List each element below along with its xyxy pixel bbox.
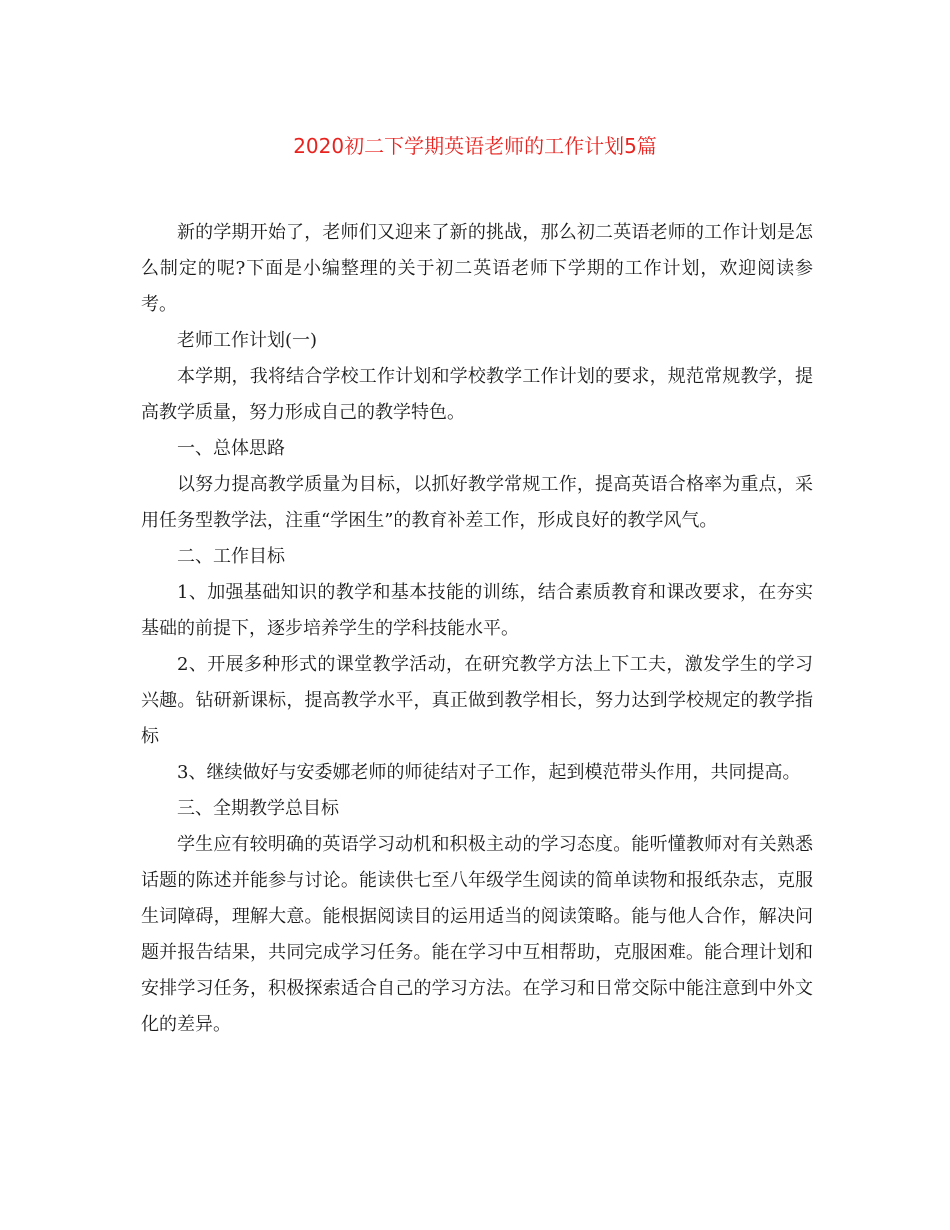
paragraph-semester: 本学期，我将结合学校工作计划和学校教学工作计划的要求，规范常规教学，提高教学质量，努力形成自己的教学特色。 (141, 366, 813, 423)
paragraph-overall: 以努力提高教学质量为目标，以抓好教学常规工作，提高英语合格率为重点，采用任务型教学法，注重“学困生”的教育补差工作，形成良好的教学风气。 (141, 474, 813, 531)
paragraph-goal-1: 1、加强基础知识的教学和基本技能的训练，结合素质教育和课改要求，在夯实基础的前提下，逐步培养学生的学科技能水平。 (141, 582, 813, 639)
paragraph-intro: 新的学期开始了，老师们又迎来了新的挑战，那么初二英语老师的工作计划是怎么制定的呢?下面是小编整理的关于初二英语老师下学期的工作计划，欢迎阅读参考。 (141, 222, 813, 315)
document-title: 2020初二下学期英语老师的工作计划5篇 (293, 134, 657, 158)
document-body (141, 215, 813, 1043)
section-heading-term-goals: 三、全期教学总目标 (177, 798, 339, 819)
paragraph-term-goals: 学生应有较明确的英语学习动机和积极主动的学习态度。能听懂教师对有关熟悉话题的陈述并能参与讨论。能读供七至八年级学生阅读的简单读物和报纸杂志，克服生词障碍，理解大意。能根据阅读目的运用适当的阅读策略。能与他人合作，解决问题并报告结果，共同完成学习任务。能在学习中互相帮助，克服困难。能合理计划和安排学习任务，积极探索适合自己的学习方法。在学习和日常交际中能注意到中外文化的差异。 (141, 834, 813, 1035)
section-heading-overall: 一、总体思路 (177, 438, 285, 459)
paragraph-goal-3: 3、继续做好与安委娜老师的师徒结对子工作，起到模范带头作用，共同提高。 (177, 762, 801, 783)
section-heading-goals: 二、工作目标 (177, 546, 285, 567)
paragraph-plan-heading: 老师工作计划(一) (177, 330, 318, 351)
paragraph-goal-2: 2、开展多种形式的课堂教学活动，在研究教学方法上下工夫，激发学生的学习兴趣。钻研新课标，提高教学水平，真正做到教学相长，努力达到学校规定的教学指标 (141, 654, 813, 747)
